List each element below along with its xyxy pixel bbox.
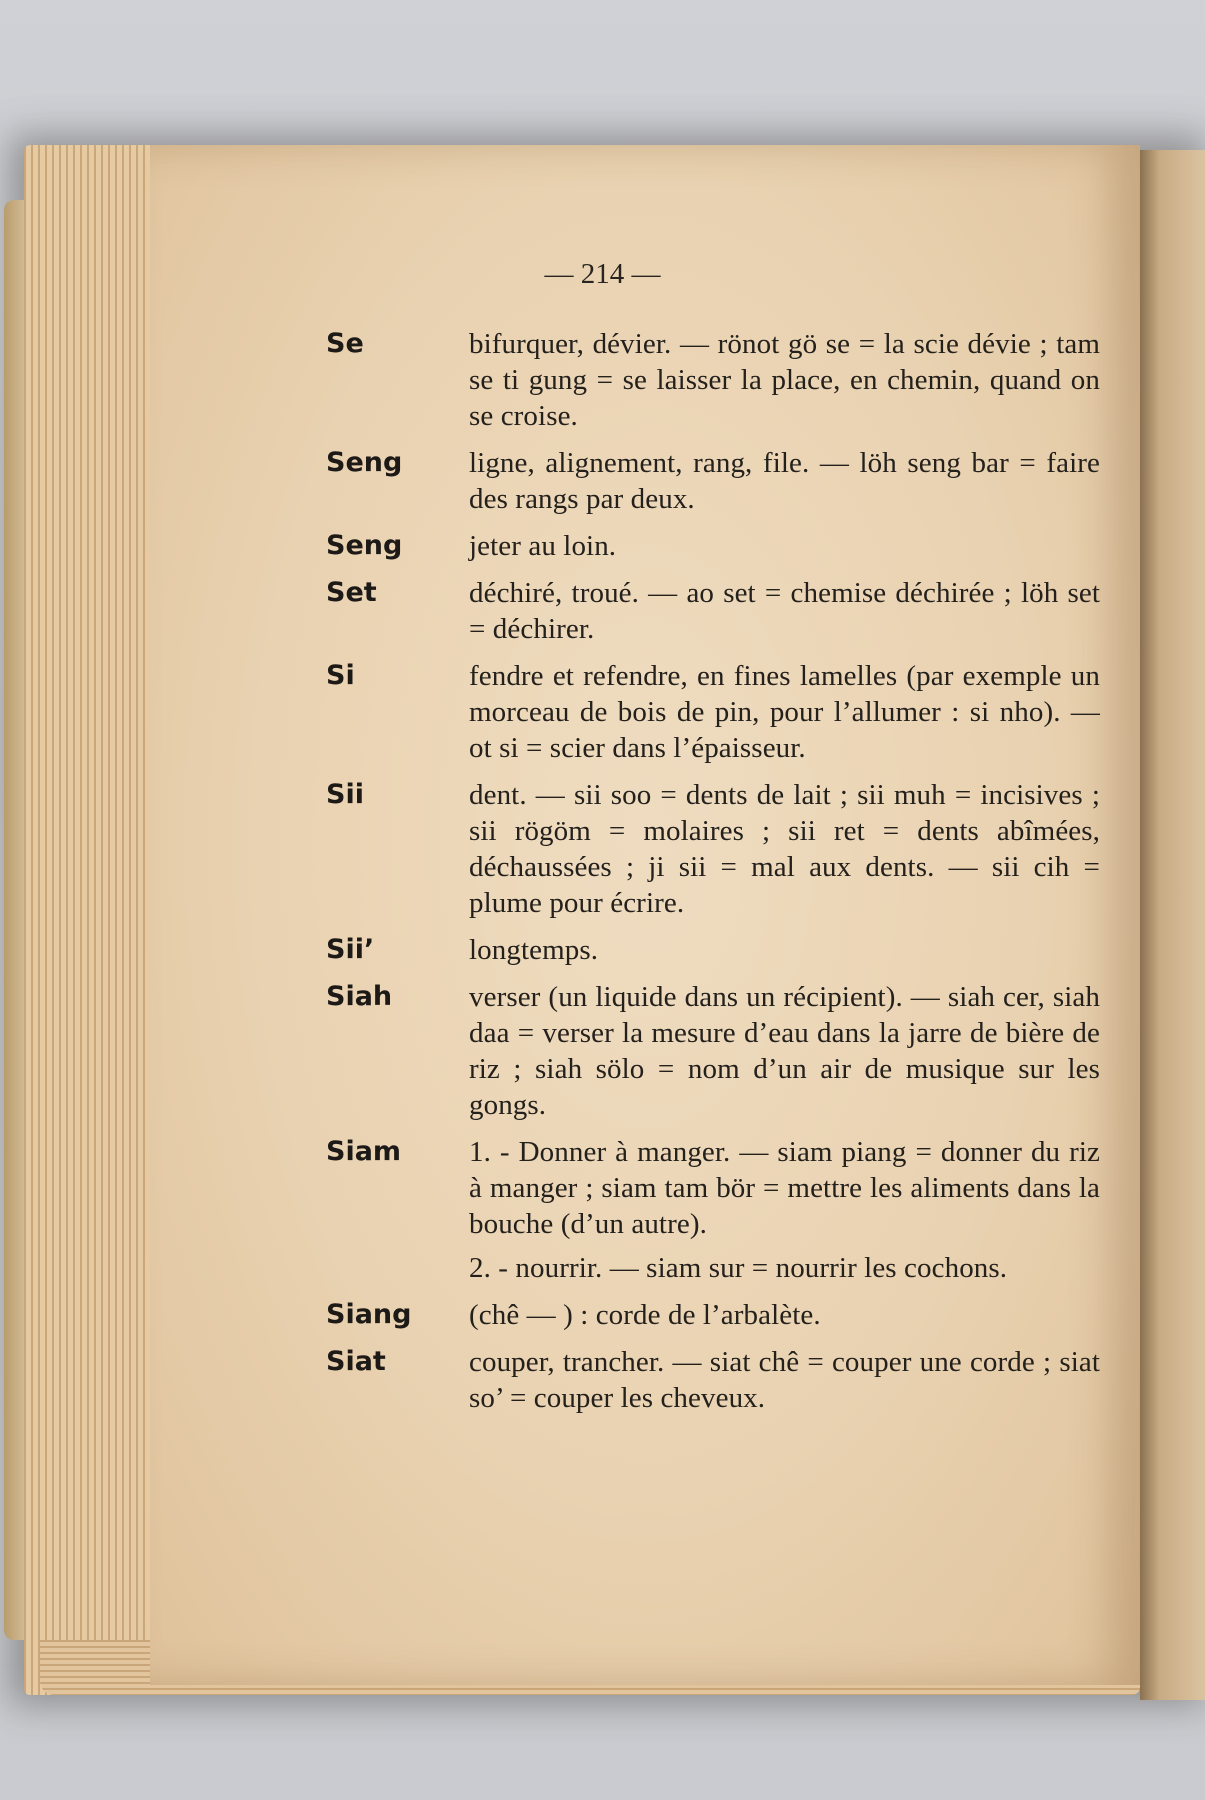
dictionary-entry <box>326 1297 1100 1333</box>
definition: jeter au loin. <box>469 530 617 562</box>
definition: bifurquer, dévier. — rönot gö se = la scie dévie ; tam se ti gung = se laisser la place, en chemin, quand on se croise. <box>469 328 1100 432</box>
dictionary-entry <box>326 1344 1100 1416</box>
definition: verser (un liquide dans un récipient). — siah cer, siah daa = verser la mesure d’eau dans la jarre de bière de riz ; siah sölo = nom d’un air de musique sur les gongs. <box>469 981 1100 1121</box>
definition-block <box>469 575 1100 647</box>
definition-block <box>469 658 1100 766</box>
headword: Siat <box>326 1346 386 1377</box>
headword: Siah <box>326 981 393 1012</box>
definition-block <box>469 326 1100 434</box>
headword: Set <box>326 577 377 608</box>
headword: Sii’ <box>326 934 375 965</box>
definition-block <box>469 1134 1100 1286</box>
headword: Seng <box>326 447 403 478</box>
dictionary-entries <box>326 326 1100 1427</box>
dictionary-entry <box>326 658 1100 766</box>
dictionary-entry <box>326 528 1100 564</box>
definition: dent. — sii soo = dents de lait ; sii muh = incisives ; sii rögöm = molaires ; sii ret = dents abîmées, déchaussées ; ji sii = mal aux dents. — sii cih = plume pour écrire. <box>469 779 1100 919</box>
headword: Seng <box>326 530 403 561</box>
definition-block <box>469 1344 1100 1416</box>
headword: Siam <box>326 1136 402 1167</box>
definition-block <box>469 979 1100 1123</box>
definition: couper, trancher. — siat chê = couper une corde ; siat so’ = couper les cheveux. <box>469 1346 1100 1414</box>
dictionary-entry <box>326 1134 1100 1286</box>
definition-block <box>469 932 1100 968</box>
dictionary-entry <box>326 979 1100 1123</box>
definition-block <box>469 777 1100 921</box>
dictionary-entry <box>326 326 1100 434</box>
headword: Siang <box>326 1299 412 1330</box>
dictionary-entry <box>326 932 1100 968</box>
definition-block <box>469 445 1100 517</box>
definition-block <box>469 1297 1100 1333</box>
definition-block <box>469 528 1100 564</box>
dictionary-entry <box>326 445 1100 517</box>
dictionary-entry <box>326 777 1100 921</box>
definition: (chê — ) : corde de l’arbalète. <box>469 1299 821 1331</box>
dictionary-entry <box>326 575 1100 647</box>
headword: Se <box>326 328 364 359</box>
page-number: — 214 — <box>544 258 661 290</box>
headword: Sii <box>326 779 364 810</box>
headword: Si <box>326 660 355 691</box>
definition: 2. - nourrir. — siam sur = nourrir les cochons. <box>469 1252 1008 1284</box>
definition: longtemps. <box>469 934 599 966</box>
facing-page-edge <box>1140 150 1205 1700</box>
definition: déchiré, troué. — ao set = chemise déchirée ; löh set = déchirer. <box>469 577 1100 645</box>
definition: 1. - Donner à manger. — siam piang = donner du riz à manger ; siam tam bör = mettre les aliments dans la bouche (d’un autre). <box>469 1136 1100 1240</box>
definition: ligne, alignement, rang, file. — löh seng bar = faire des rangs par deux. <box>469 447 1100 515</box>
definition: fendre et refendre, en fines lamelles (par exemple un morceau de bois de pin, pour l’allumer : si nho). — ot si = scier dans l’épaisseur. <box>469 660 1100 764</box>
